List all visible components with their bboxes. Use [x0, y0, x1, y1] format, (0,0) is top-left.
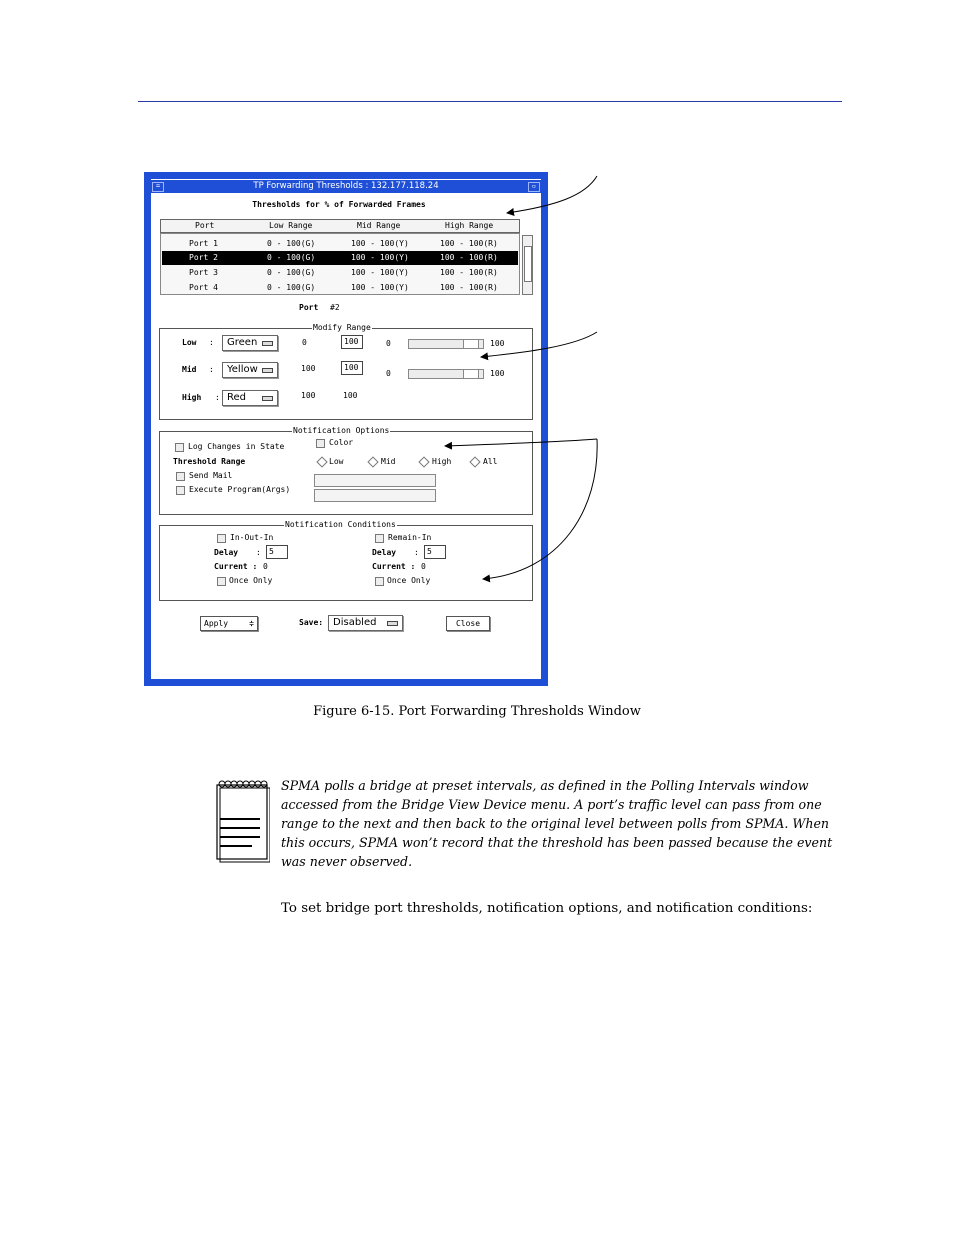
mid-colon: :	[209, 365, 214, 374]
callout-arrow-conditions	[483, 439, 597, 579]
window-title: TP Forwarding Thresholds : 132.177.118.24	[253, 181, 439, 191]
remain-in-delay-colon: :	[414, 548, 419, 557]
callout-arrow-options	[445, 439, 597, 446]
in-out-in-delay-input[interactable]: 5	[266, 545, 288, 559]
mid-slider-max: 100	[490, 369, 505, 378]
notification-options-label: Notification Options	[293, 426, 390, 435]
execute-program-label: Execute Program(Args)	[189, 485, 291, 494]
callout-arrow-modify-range	[481, 332, 597, 357]
apply-label: Apply	[204, 619, 229, 628]
log-changes-label: Log Changes in State	[188, 442, 285, 451]
in-out-in-delay-colon: :	[256, 548, 261, 557]
column-header-port: Port	[195, 221, 215, 230]
window-menu-icon[interactable]: =	[152, 182, 164, 192]
row-low: 0 - 100(G)	[267, 268, 316, 277]
in-out-in-label: In-Out-In	[230, 533, 274, 542]
row-low: 0 - 100(G)	[267, 239, 316, 248]
range-low-label: Low	[329, 457, 344, 466]
low-slider-max: 100	[490, 339, 505, 348]
remain-in-once-label: Once Only	[387, 576, 431, 585]
high-colon: :	[215, 393, 220, 402]
row-port: Port 3	[189, 268, 218, 277]
low-label: Low	[182, 338, 197, 347]
port-label: Port	[299, 303, 319, 312]
in-out-in-current-value: 0	[263, 562, 268, 571]
remain-in-current-value: 0	[421, 562, 426, 571]
row-high: 100 - 100(R)	[440, 283, 498, 292]
row-port: Port 4	[189, 283, 218, 292]
row-high: 100 - 100(R)	[440, 239, 498, 248]
notification-conditions-label: Notification Conditions	[285, 520, 396, 529]
table-title: Thresholds for % of Forwarded Frames	[252, 200, 426, 209]
mid-color-value: Yellow	[227, 364, 258, 375]
range-high-label: High	[432, 457, 452, 466]
high-from: 100	[301, 391, 316, 400]
note-text: SPMA polls a bridge at preset intervals, as defined in the Polling Intervals window accessed from the Bridge View Device menu. A port’s traffic level can pass from one range to the next and then back to the original level between polls from SPMA. When this occurs, SPMA won’t record that the threshold has been passed because the event was never observed.	[281, 778, 833, 869]
row-high: 100 - 100(R)	[440, 268, 498, 277]
in-out-in-delay-label: Delay	[214, 548, 239, 557]
low-to-input[interactable]: 100	[341, 335, 363, 349]
row-high: 100 - 100(R)	[440, 253, 498, 262]
remain-in-label: Remain-In	[388, 533, 432, 542]
mid-from: 100	[301, 364, 316, 373]
high-label: High	[182, 393, 202, 402]
low-from: 0	[302, 338, 307, 347]
close-button[interactable]: Close	[446, 616, 490, 631]
row-port: Port 1	[189, 239, 218, 248]
remain-in-current-label: Current :	[372, 562, 416, 571]
in-out-in-current-label: Current :	[214, 562, 258, 571]
instruction-text: To set bridge port thresholds, notification options, and notification conditions:	[281, 901, 813, 916]
low-slider-min: 0	[386, 339, 391, 348]
row-low: 0 - 100(G)	[267, 253, 316, 262]
figure-caption: Figure 6-15. Port Forwarding Thresholds Window	[313, 704, 641, 719]
row-port: Port 2	[189, 253, 218, 262]
color-label: Color	[329, 438, 354, 447]
send-mail-label: Send Mail	[189, 471, 233, 480]
callout-arrow-table	[507, 176, 597, 213]
threshold-range-label: Threshold Range	[173, 457, 246, 466]
save-label: Save:	[299, 618, 324, 627]
modify-range-label: Modify Range	[313, 323, 371, 332]
row-low: 0 - 100(G)	[267, 283, 316, 292]
save-value: Disabled	[333, 617, 377, 628]
column-header-low: Low Range	[269, 221, 313, 230]
remain-in-delay-input[interactable]: 5	[424, 545, 446, 559]
remain-in-delay-label: Delay	[372, 548, 397, 557]
column-header-mid: Mid Range	[357, 221, 401, 230]
range-all-label: All	[483, 457, 498, 466]
column-header-high: High Range	[445, 221, 494, 230]
port-value: #2	[330, 303, 340, 312]
low-color-value: Green	[227, 337, 258, 348]
row-mid: 100 - 100(Y)	[351, 268, 409, 277]
in-out-in-once-label: Once Only	[229, 576, 273, 585]
mid-to-input[interactable]: 100	[341, 361, 363, 375]
row-mid: 100 - 100(Y)	[351, 283, 409, 292]
mid-slider-min: 0	[386, 369, 391, 378]
window-maximize-icon[interactable]: ▫	[528, 182, 540, 192]
high-to: 100	[343, 391, 358, 400]
high-color-value: Red	[227, 392, 246, 403]
low-colon: :	[209, 338, 214, 347]
apply-menu-icon: ≑	[249, 619, 254, 628]
mid-label: Mid	[182, 365, 197, 374]
range-mid-label: Mid	[381, 457, 396, 466]
row-mid: 100 - 100(Y)	[351, 253, 409, 262]
row-mid: 100 - 100(Y)	[351, 239, 409, 248]
notepad-icon	[214, 779, 270, 863]
